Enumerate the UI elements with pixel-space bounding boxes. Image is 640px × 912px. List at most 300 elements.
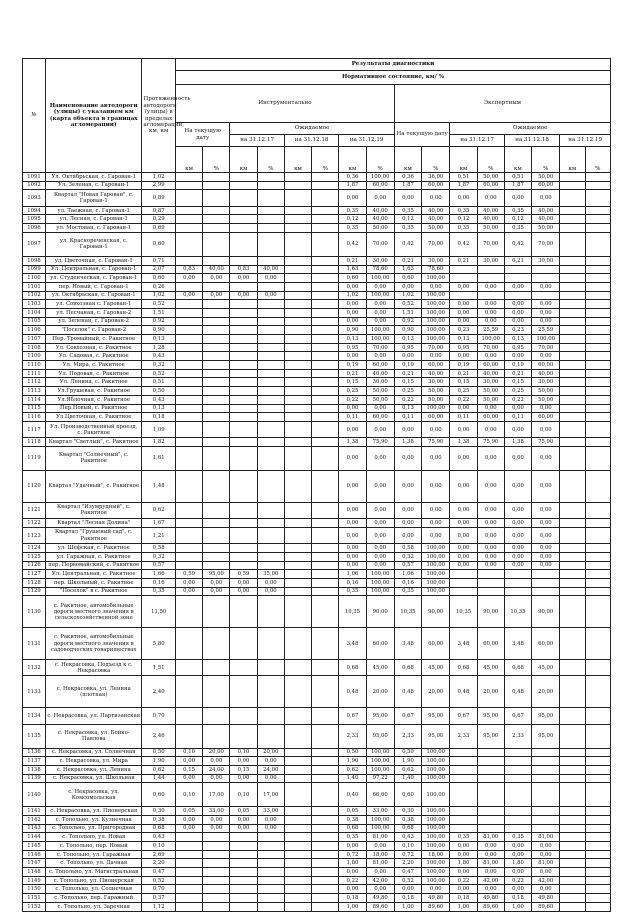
percent-cell: 81,00 (532, 859, 560, 868)
km-cell (560, 708, 585, 724)
percent-cell (312, 404, 339, 413)
percent-cell (257, 561, 284, 570)
percent-cell (203, 859, 230, 868)
km-cell (560, 256, 585, 265)
km-cell: 0,21 (504, 256, 531, 265)
percent-cell: 42,00 (366, 876, 394, 885)
percent-cell (257, 206, 284, 215)
percent-cell (257, 438, 284, 447)
header-instrumental: Инструментально (175, 85, 394, 123)
km-cell (560, 181, 585, 190)
km-cell (284, 502, 311, 518)
percent-cell: 42,00 (477, 876, 504, 885)
header-exp-current: На текущую дату (394, 123, 450, 147)
km-cell: 0,00 (175, 578, 202, 587)
table-row (23, 224, 611, 233)
percent-cell (585, 181, 611, 190)
percent-cell (203, 352, 230, 361)
road-name-cell: ул. Октябрьская, с. Гарован-1 (46, 291, 142, 300)
row-number-cell: 1140 (23, 783, 46, 807)
km-cell (560, 265, 585, 274)
km-cell (284, 527, 311, 543)
km-cell: 1,87 (450, 181, 477, 190)
percent-cell (585, 765, 611, 774)
percent-cell: 95,00 (203, 570, 230, 579)
percent-cell: 0,00 (203, 757, 230, 766)
km-cell (450, 291, 477, 300)
row-number-cell: 1091 (23, 173, 46, 182)
percent-cell (203, 256, 230, 265)
km-cell: 0,10 (175, 783, 202, 807)
percent-cell (203, 708, 230, 724)
km-cell: 0,00 (450, 470, 477, 502)
percent-cell (585, 850, 611, 859)
length-cell: 0,52 (142, 876, 176, 885)
length-cell: 0,52 (142, 300, 176, 309)
km-cell (560, 659, 585, 675)
percent-cell (312, 596, 339, 628)
percent-cell: 100,00 (366, 570, 394, 579)
row-number-cell: 1118 (23, 438, 46, 447)
length-cell: 0,16 (142, 578, 176, 587)
percent-cell (532, 587, 560, 596)
header-exp-date-2: на 31.12.18 (504, 135, 560, 147)
length-cell: 1,02 (142, 291, 176, 300)
km-cell (284, 868, 311, 877)
road-name-cell: ул. Зеленая, с. Гарован-2 (46, 317, 142, 326)
percent-cell (257, 232, 284, 256)
length-cell: 1,09 (142, 421, 176, 437)
row-number-cell: 1116 (23, 413, 46, 422)
length-cell: 2,40 (142, 676, 176, 708)
km-cell (175, 378, 202, 387)
km-cell (560, 774, 585, 783)
table-row (23, 470, 611, 502)
row-number-cell: 1106 (23, 326, 46, 335)
row-number-cell: 1103 (23, 300, 46, 309)
km-cell: 0,00 (394, 190, 421, 206)
km-cell: 0,35 (504, 206, 531, 215)
km-cell (560, 317, 585, 326)
km-cell: 0,72 (394, 850, 421, 859)
header-exp-date-3: на 31.12.19 (560, 135, 611, 147)
percent-cell (257, 833, 284, 842)
percent-cell (312, 708, 339, 724)
table-row (23, 885, 611, 894)
percent-cell (585, 438, 611, 447)
percent-cell (257, 552, 284, 561)
percent-cell (312, 876, 339, 885)
km-cell (560, 395, 585, 404)
km-cell: 2,33 (450, 724, 477, 748)
km-cell (284, 421, 311, 437)
table-row (23, 552, 611, 561)
percent-cell: 0,00 (422, 282, 450, 291)
table-row (23, 676, 611, 708)
km-cell: 0,00 (450, 561, 477, 570)
km-cell (284, 561, 311, 570)
percent-cell (477, 783, 504, 807)
percent-cell (585, 783, 611, 807)
km-cell: 0,00 (175, 291, 202, 300)
km-cell (230, 421, 257, 437)
percent-cell (585, 215, 611, 224)
percent-cell: 0,00 (366, 446, 394, 470)
km-cell (175, 300, 202, 309)
length-cell: 1,61 (142, 446, 176, 470)
length-cell: 0,92 (142, 317, 176, 326)
percent-cell: 50,00 (477, 395, 504, 404)
percent-cell: 100,00 (366, 335, 394, 344)
percent-cell (312, 470, 339, 502)
percent-cell (477, 578, 504, 587)
diagnostics-table (22, 58, 611, 912)
percent-cell (312, 181, 339, 190)
percent-cell (203, 215, 230, 224)
km-cell: 0,60 (394, 274, 421, 283)
percent-cell: 100,00 (422, 587, 450, 596)
km-cell (230, 724, 257, 748)
km-cell (284, 842, 311, 851)
km-cell: 0,00 (450, 300, 477, 309)
km-cell: 0,35 (339, 833, 366, 842)
km-cell (230, 519, 257, 528)
km-cell (284, 850, 311, 859)
road-name-cell: с. Некрасовка, Подъезд к с. Некрасовка (46, 659, 142, 675)
km-cell: 1,87 (339, 181, 366, 190)
header-instr-expected: Ожидаемое (230, 123, 394, 135)
percent-cell: 60,00 (422, 361, 450, 370)
percent-cell: 0,00 (532, 842, 560, 851)
percent-cell: 50,00 (532, 173, 560, 182)
percent-cell: 0,00 (422, 470, 450, 502)
percent-cell (312, 894, 339, 903)
percent-cell: 0,00 (366, 527, 394, 543)
percent-cell (203, 282, 230, 291)
km-cell: 0,35 (394, 206, 421, 215)
km-cell: 3,48 (339, 628, 366, 660)
km-cell (284, 265, 311, 274)
percent-cell (203, 378, 230, 387)
km-cell: 1,63 (339, 265, 366, 274)
percent-cell: 0,00 (532, 404, 560, 413)
percent-cell (312, 902, 339, 911)
length-cell: 1,66 (142, 570, 176, 579)
km-cell (230, 850, 257, 859)
row-number-cell: 1108 (23, 343, 46, 352)
percent-cell (312, 173, 339, 182)
percent-cell (203, 876, 230, 885)
km-cell: 3,48 (394, 628, 421, 660)
km-cell: 0,13 (450, 335, 477, 344)
percent-cell: 0,00 (477, 842, 504, 851)
percent-cell: 0,00 (203, 824, 230, 833)
row-number-cell: 1117 (23, 421, 46, 437)
percent-cell: 42,00 (532, 876, 560, 885)
percent-cell: 100,00 (422, 300, 450, 309)
km-cell: 0,00 (504, 300, 531, 309)
row-number-cell: 1136 (23, 748, 46, 757)
percent-cell: 100,00 (422, 274, 450, 283)
length-cell: 0,37 (142, 894, 176, 903)
percent-cell: 0,00 (532, 446, 560, 470)
percent-cell: 30,00 (532, 378, 560, 387)
percent-cell (203, 232, 230, 256)
percent-cell (312, 446, 339, 470)
km-cell: 0,00 (339, 300, 366, 309)
km-cell: 0,00 (450, 308, 477, 317)
row-number-cell: 1098 (23, 256, 46, 265)
percent-cell: 40,00 (532, 369, 560, 378)
header-length: Протяженность автодороги (улицы) в пределах агломерации, км, км (142, 59, 176, 173)
road-name-cell: Пер.Новый, с. Ракитное (46, 404, 142, 413)
percent-cell (312, 232, 339, 256)
percent-cell (257, 708, 284, 724)
percent-cell (203, 308, 230, 317)
percent-cell (585, 596, 611, 628)
percent-cell: 60,00 (366, 181, 394, 190)
percent-cell: 0,00 (532, 544, 560, 553)
km-cell (284, 352, 311, 361)
percent-cell: 60,00 (477, 181, 504, 190)
km-cell (175, 659, 202, 675)
percent-cell: 0,00 (257, 291, 284, 300)
percent-cell: 100,00 (422, 544, 450, 553)
length-cell: 0,90 (142, 326, 176, 335)
percent-cell: 89,60 (477, 902, 504, 911)
length-cell: 2,69 (142, 850, 176, 859)
percent-cell: 20,00 (366, 676, 394, 708)
percent-cell: 90,00 (366, 596, 394, 628)
km-cell (560, 885, 585, 894)
percent-cell (585, 885, 611, 894)
percent-cell (203, 833, 230, 842)
km-cell (230, 335, 257, 344)
percent-cell (585, 570, 611, 579)
km-cell (175, 519, 202, 528)
km-cell (230, 842, 257, 851)
percent-cell (312, 282, 339, 291)
km-cell (284, 224, 311, 233)
km-cell: 0,00 (339, 842, 366, 851)
percent-cell (585, 265, 611, 274)
km-cell: 1,02 (339, 291, 366, 300)
km-cell: 0,25 (394, 387, 421, 396)
km-cell: 0,42 (339, 232, 366, 256)
row-number-cell: 1124 (23, 544, 46, 553)
km-cell (284, 724, 311, 748)
km-cell: 0,42 (394, 232, 421, 256)
km-cell: 0,90 (339, 326, 366, 335)
percent-cell (203, 850, 230, 859)
percent-cell (585, 274, 611, 283)
km-cell (560, 544, 585, 553)
km-cell (284, 544, 311, 553)
km-cell: 0,00 (504, 527, 531, 543)
km-cell (450, 274, 477, 283)
length-cell: 0,57 (142, 561, 176, 570)
header-number: № (23, 59, 46, 173)
length-cell: 1,90 (142, 757, 176, 766)
percent-cell (585, 470, 611, 502)
percent-cell (532, 570, 560, 579)
km-cell: 0,00 (394, 446, 421, 470)
length-cell: 0,62 (142, 765, 176, 774)
km-cell (175, 850, 202, 859)
km-cell (560, 369, 585, 378)
percent-cell (312, 868, 339, 877)
length-cell: 0,26 (142, 282, 176, 291)
percent-cell (477, 824, 504, 833)
row-number-cell: 1131 (23, 628, 46, 660)
percent-cell: 49,80 (477, 894, 504, 903)
percent-cell (585, 824, 611, 833)
length-cell: 1,02 (142, 173, 176, 182)
table-row (23, 824, 611, 833)
km-cell: 0,68 (339, 659, 366, 675)
road-name-cell: с. Некрасовка, ул. Партизанская (46, 708, 142, 724)
km-cell: 1,87 (504, 181, 531, 190)
percent-cell (585, 527, 611, 543)
length-cell: 0,68 (142, 824, 176, 833)
row-number-cell: 1096 (23, 224, 46, 233)
km-cell: 1,38 (450, 438, 477, 447)
percent-cell (585, 708, 611, 724)
percent-cell (585, 395, 611, 404)
km-cell: 0,51 (504, 173, 531, 182)
km-cell: 0,00 (339, 317, 366, 326)
km-cell (560, 470, 585, 502)
percent-cell (312, 587, 339, 596)
km-cell (284, 587, 311, 596)
table-row (23, 842, 611, 851)
km-cell: 0,00 (394, 352, 421, 361)
km-cell: 0,00 (450, 527, 477, 543)
km-cell: 0,18 (504, 894, 531, 903)
km-cell (230, 404, 257, 413)
percent-cell (585, 748, 611, 757)
km-cell: 0,47 (394, 868, 421, 877)
km-cell: 0,15 (450, 378, 477, 387)
percent-cell: 100,00 (532, 335, 560, 344)
percent-cell: 40,00 (477, 206, 504, 215)
percent-cell: 0,00 (257, 587, 284, 596)
km-cell (284, 519, 311, 528)
row-number-cell: 1149 (23, 876, 46, 885)
row-number-cell: 1120 (23, 470, 46, 502)
percent-cell (257, 317, 284, 326)
km-cell: 0,35 (394, 587, 421, 596)
percent-cell: 90,00 (477, 596, 504, 628)
km-cell: 1,06 (339, 570, 366, 579)
table-row (23, 352, 611, 361)
percent-cell: 0,00 (532, 282, 560, 291)
percent-cell: 100,00 (422, 335, 450, 344)
row-number-cell: 1107 (23, 335, 46, 344)
percent-cell: 100,00 (422, 815, 450, 824)
percent-cell: 70,00 (532, 232, 560, 256)
percent-cell (585, 561, 611, 570)
percent-cell (257, 470, 284, 502)
percent-cell: 100,00 (422, 757, 450, 766)
km-cell: 0,25 (450, 387, 477, 396)
percent-cell: 95,00 (477, 724, 504, 748)
percent-cell: 75,90 (477, 438, 504, 447)
km-cell: 10,35 (394, 596, 421, 628)
percent-cell (312, 676, 339, 708)
percent-cell (312, 413, 339, 422)
km-cell (230, 300, 257, 309)
percent-cell: 100,00 (422, 317, 450, 326)
length-cell: 0,70 (142, 708, 176, 724)
km-cell: 1,87 (394, 181, 421, 190)
km-cell (504, 748, 531, 757)
km-cell (560, 527, 585, 543)
percent-cell (532, 807, 560, 816)
table-row (23, 519, 611, 528)
percent-cell (585, 757, 611, 766)
table-row (23, 317, 611, 326)
km-cell: 0,00 (504, 552, 531, 561)
km-cell: 0,00 (504, 446, 531, 470)
table-row (23, 256, 611, 265)
length-cell: 0,32 (142, 552, 176, 561)
km-cell: 1,38 (339, 438, 366, 447)
percent-cell: 50,00 (366, 387, 394, 396)
percent-cell: 40,00 (422, 206, 450, 215)
length-cell: 1,12 (142, 902, 176, 911)
km-cell: 0,35 (504, 833, 531, 842)
km-cell: 0,00 (230, 757, 257, 766)
percent-cell (312, 807, 339, 816)
road-name-cell: с. Некрасовка, ул. Мира (46, 757, 142, 766)
km-cell (230, 876, 257, 885)
km-cell: 0,12 (504, 215, 531, 224)
percent-cell (585, 190, 611, 206)
percent-cell: 0,00 (257, 824, 284, 833)
km-cell (284, 300, 311, 309)
km-cell: 0,00 (339, 868, 366, 877)
percent-cell (312, 206, 339, 215)
table-row (23, 596, 611, 628)
length-cell: 0,32 (142, 361, 176, 370)
km-cell: 0,13 (504, 335, 531, 344)
percent-cell: 70,00 (532, 343, 560, 352)
row-number-cell: 1101 (23, 282, 46, 291)
km-cell (560, 438, 585, 447)
road-name-cell: Ул. Мира, с. Ракитное (46, 361, 142, 370)
road-name-cell: "Поселок" в с. Ракитное (46, 587, 142, 596)
km-cell (560, 561, 585, 570)
km-cell (175, 173, 202, 182)
km-cell (284, 335, 311, 344)
km-cell (560, 206, 585, 215)
km-cell (230, 361, 257, 370)
km-cell: 1,63 (394, 265, 421, 274)
percent-cell: 100,00 (477, 335, 504, 344)
percent-cell: 75,90 (366, 438, 394, 447)
km-cell (560, 876, 585, 885)
km-cell (175, 352, 202, 361)
km-cell (504, 265, 531, 274)
road-name-cell: Ул. Производственный проезд, с. Ракитное (46, 421, 142, 437)
km-cell (284, 326, 311, 335)
percent-cell: 0,00 (422, 421, 450, 437)
km-cell: 0,11 (450, 413, 477, 422)
km-cell: 0,35 (339, 206, 366, 215)
percent-cell: 100,00 (422, 552, 450, 561)
km-cell (560, 343, 585, 352)
